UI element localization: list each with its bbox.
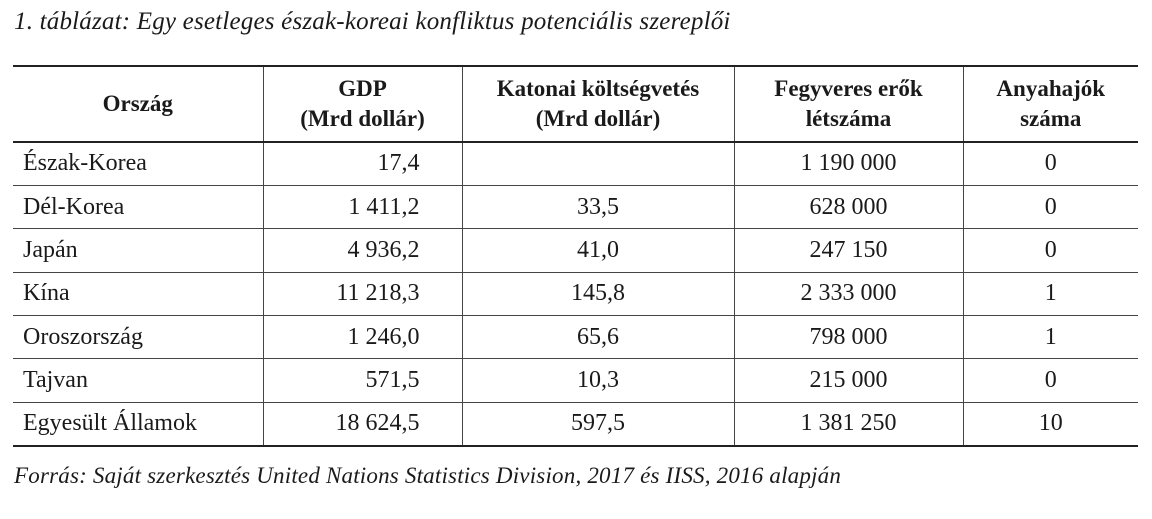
cell-armed-forces: 798 000 <box>734 316 963 359</box>
cell-aircraft-carriers: 1 <box>963 272 1138 315</box>
cell-military-budget: 33,5 <box>462 185 734 228</box>
cell-country: Kína <box>13 272 263 315</box>
cell-armed-forces: 628 000 <box>734 185 963 228</box>
source-note: Forrás: Saját szerkesztés United Nations Statistics Division, 2017 és IISS, 2016 alapján <box>14 463 842 488</box>
header-military-line1: Katonai költségvetés <box>496 76 700 101</box>
table-row <box>13 185 1138 228</box>
cell-gdp: 571,5 <box>263 359 462 402</box>
header-country <box>13 66 263 142</box>
cell-armed-forces: 247 150 <box>734 229 963 272</box>
cell-armed-forces: 215 000 <box>734 359 963 402</box>
table-row <box>13 272 1138 315</box>
data-table-container <box>13 65 1138 447</box>
cell-gdp: 1 411,2 <box>263 185 462 228</box>
table-caption: 1. táblázat: Egy esetleges észak-koreai konfliktus potenciális szereplői <box>14 8 731 35</box>
cell-aircraft-carriers: 0 <box>963 185 1138 228</box>
cell-country: Japán <box>13 229 263 272</box>
table-body <box>13 142 1138 446</box>
cell-country: Egyesült Államok <box>13 402 263 445</box>
cell-aircraft-carriers: 1 <box>963 316 1138 359</box>
header-carriers-line2: száma <box>1020 106 1082 131</box>
cell-country: Észak-Korea <box>13 142 263 185</box>
table-header <box>13 66 1138 142</box>
cell-gdp: 17,4 <box>263 142 462 185</box>
table-row <box>13 402 1138 445</box>
cell-armed-forces: 2 333 000 <box>734 272 963 315</box>
header-row <box>13 66 1138 142</box>
cell-military-budget: 597,5 <box>462 402 734 445</box>
header-aircraft-carriers <box>963 66 1138 142</box>
header-military-line2: (Mrd dollár) <box>535 106 661 131</box>
cell-country: Dél-Korea <box>13 185 263 228</box>
header-armed-forces <box>734 66 963 142</box>
header-forces-line1: Fegyveres erők <box>774 76 923 101</box>
cell-gdp: 18 624,5 <box>263 402 462 445</box>
table-row <box>13 229 1138 272</box>
header-military-budget <box>462 66 734 142</box>
cell-military-budget: 41,0 <box>462 229 734 272</box>
cell-armed-forces: 1 190 000 <box>734 142 963 185</box>
table-row <box>13 359 1138 402</box>
table-row <box>13 142 1138 185</box>
header-gdp-line1: GDP <box>338 76 387 101</box>
table-row <box>13 316 1138 359</box>
cell-military-budget: 65,6 <box>462 316 734 359</box>
cell-aircraft-carriers: 0 <box>963 229 1138 272</box>
cell-aircraft-carriers: 0 <box>963 142 1138 185</box>
cell-gdp: 4 936,2 <box>263 229 462 272</box>
cell-armed-forces: 1 381 250 <box>734 402 963 445</box>
cell-gdp: 11 218,3 <box>263 272 462 315</box>
cell-country: Tajvan <box>13 359 263 402</box>
cell-military-budget: 10,3 <box>462 359 734 402</box>
cell-country: Oroszország <box>13 316 263 359</box>
cell-military-budget: 145,8 <box>462 272 734 315</box>
header-forces-line2: létszáma <box>805 106 892 131</box>
header-country-label: Ország <box>102 91 173 116</box>
cell-gdp: 1 246,0 <box>263 316 462 359</box>
cell-military-budget <box>462 142 734 185</box>
cell-aircraft-carriers: 10 <box>963 402 1138 445</box>
data-table <box>13 65 1138 447</box>
header-gdp-line2: (Mrd dollár) <box>300 106 425 131</box>
header-carriers-line1: Anyahajók <box>996 76 1106 101</box>
cell-aircraft-carriers: 0 <box>963 359 1138 402</box>
header-gdp <box>263 66 462 142</box>
